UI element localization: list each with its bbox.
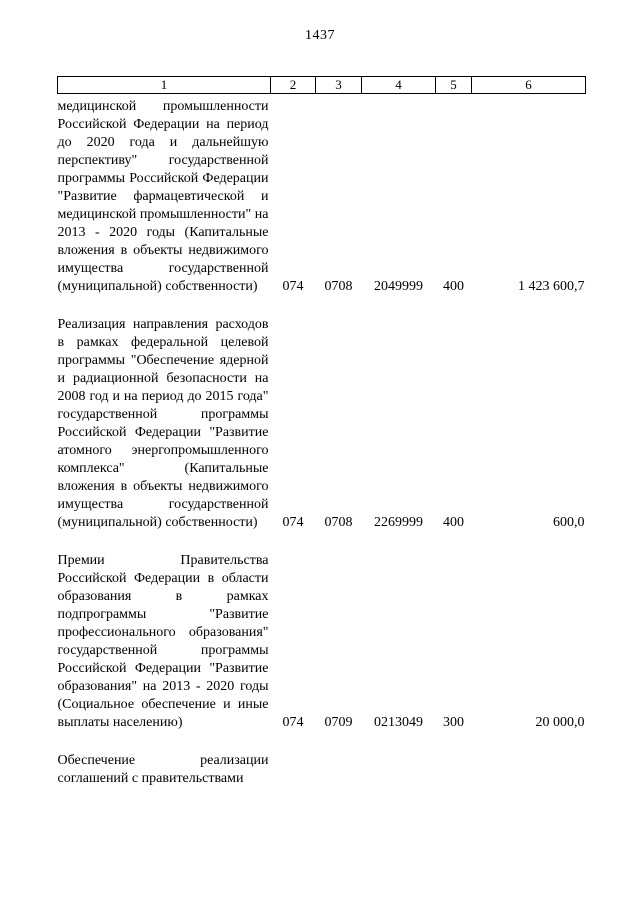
column-header-2: 2: [271, 77, 316, 94]
table-row: [58, 296, 586, 532]
budget-item-code-4: 2049999: [374, 279, 423, 294]
budget-item-name: медицинской промышленности Российской Федерации на период до 2020 года и дальнейшую перспективу" государственной программы Российской Федерации "Развитие фармацевтической и медицинской промышленности" на 2013 - 2020 годы (Капитальные вложения в объекты недвижимого имущества государственной (муниципальной) собственности): [57, 99, 269, 294]
table-row: [58, 532, 586, 732]
budget-item-name: Реализация направления расходов в рамках федеральной целевой программы "Обеспечение ядерной и радиационной безопасности на 2008 год и на период до 2015 года" государственной программы Российской Федерации "Развитие атомного энергопромышленного комплекса" (Капитальные вложения в объекты недвижимого имущества государственной (муниципальной) собственности): [57, 317, 269, 530]
budget-table: [57, 76, 586, 788]
budget-item-code-4: 2269999: [374, 515, 423, 530]
budget-item-code-5: 300: [443, 715, 464, 730]
budget-item-code-2: 074: [282, 279, 304, 294]
budget-item-code-2: 074: [282, 715, 304, 730]
budget-item-code-3: 0708: [324, 515, 353, 530]
table-row: [58, 94, 586, 297]
column-header-4: 4: [362, 77, 436, 94]
budget-item-code-5: 400: [443, 279, 464, 294]
table-row: [58, 732, 586, 788]
page-number: 1437: [305, 28, 335, 43]
budget-item-code-5: [436, 732, 472, 788]
budget-item-name: Обеспечение реализации соглашений с правительствами: [57, 753, 269, 786]
column-header-5: 5: [436, 77, 472, 94]
budget-item-code-3: 0709: [324, 715, 353, 730]
column-header-6: 6: [472, 77, 586, 94]
budget-item-name: Премии Правительства Российской Федерации в области образования в рамках подпрограммы "Развитие профессионального образования" государственной программы Российской Федерации "Развитие образования" на 2013 - 2020 годы (Социальное обеспечение и иные выплаты населению): [57, 553, 269, 730]
column-header-3: 3: [316, 77, 362, 94]
budget-item-amount: 1 423 600,7: [518, 279, 585, 294]
budget-item-amount: [472, 732, 586, 788]
budget-item-code-3: 0708: [324, 279, 353, 294]
budget-item-code-3: [316, 732, 362, 788]
column-header-1: 1: [58, 77, 271, 94]
budget-item-code-4: [362, 732, 436, 788]
budget-item-code-2: 074: [282, 515, 304, 530]
budget-item-code-5: 400: [443, 515, 464, 530]
budget-item-amount: 20 000,0: [535, 715, 585, 730]
table-header-row: [58, 77, 586, 94]
budget-item-code-4: 0213049: [374, 715, 423, 730]
budget-item-amount: 600,0: [553, 515, 585, 530]
budget-item-code-2: [271, 732, 316, 788]
